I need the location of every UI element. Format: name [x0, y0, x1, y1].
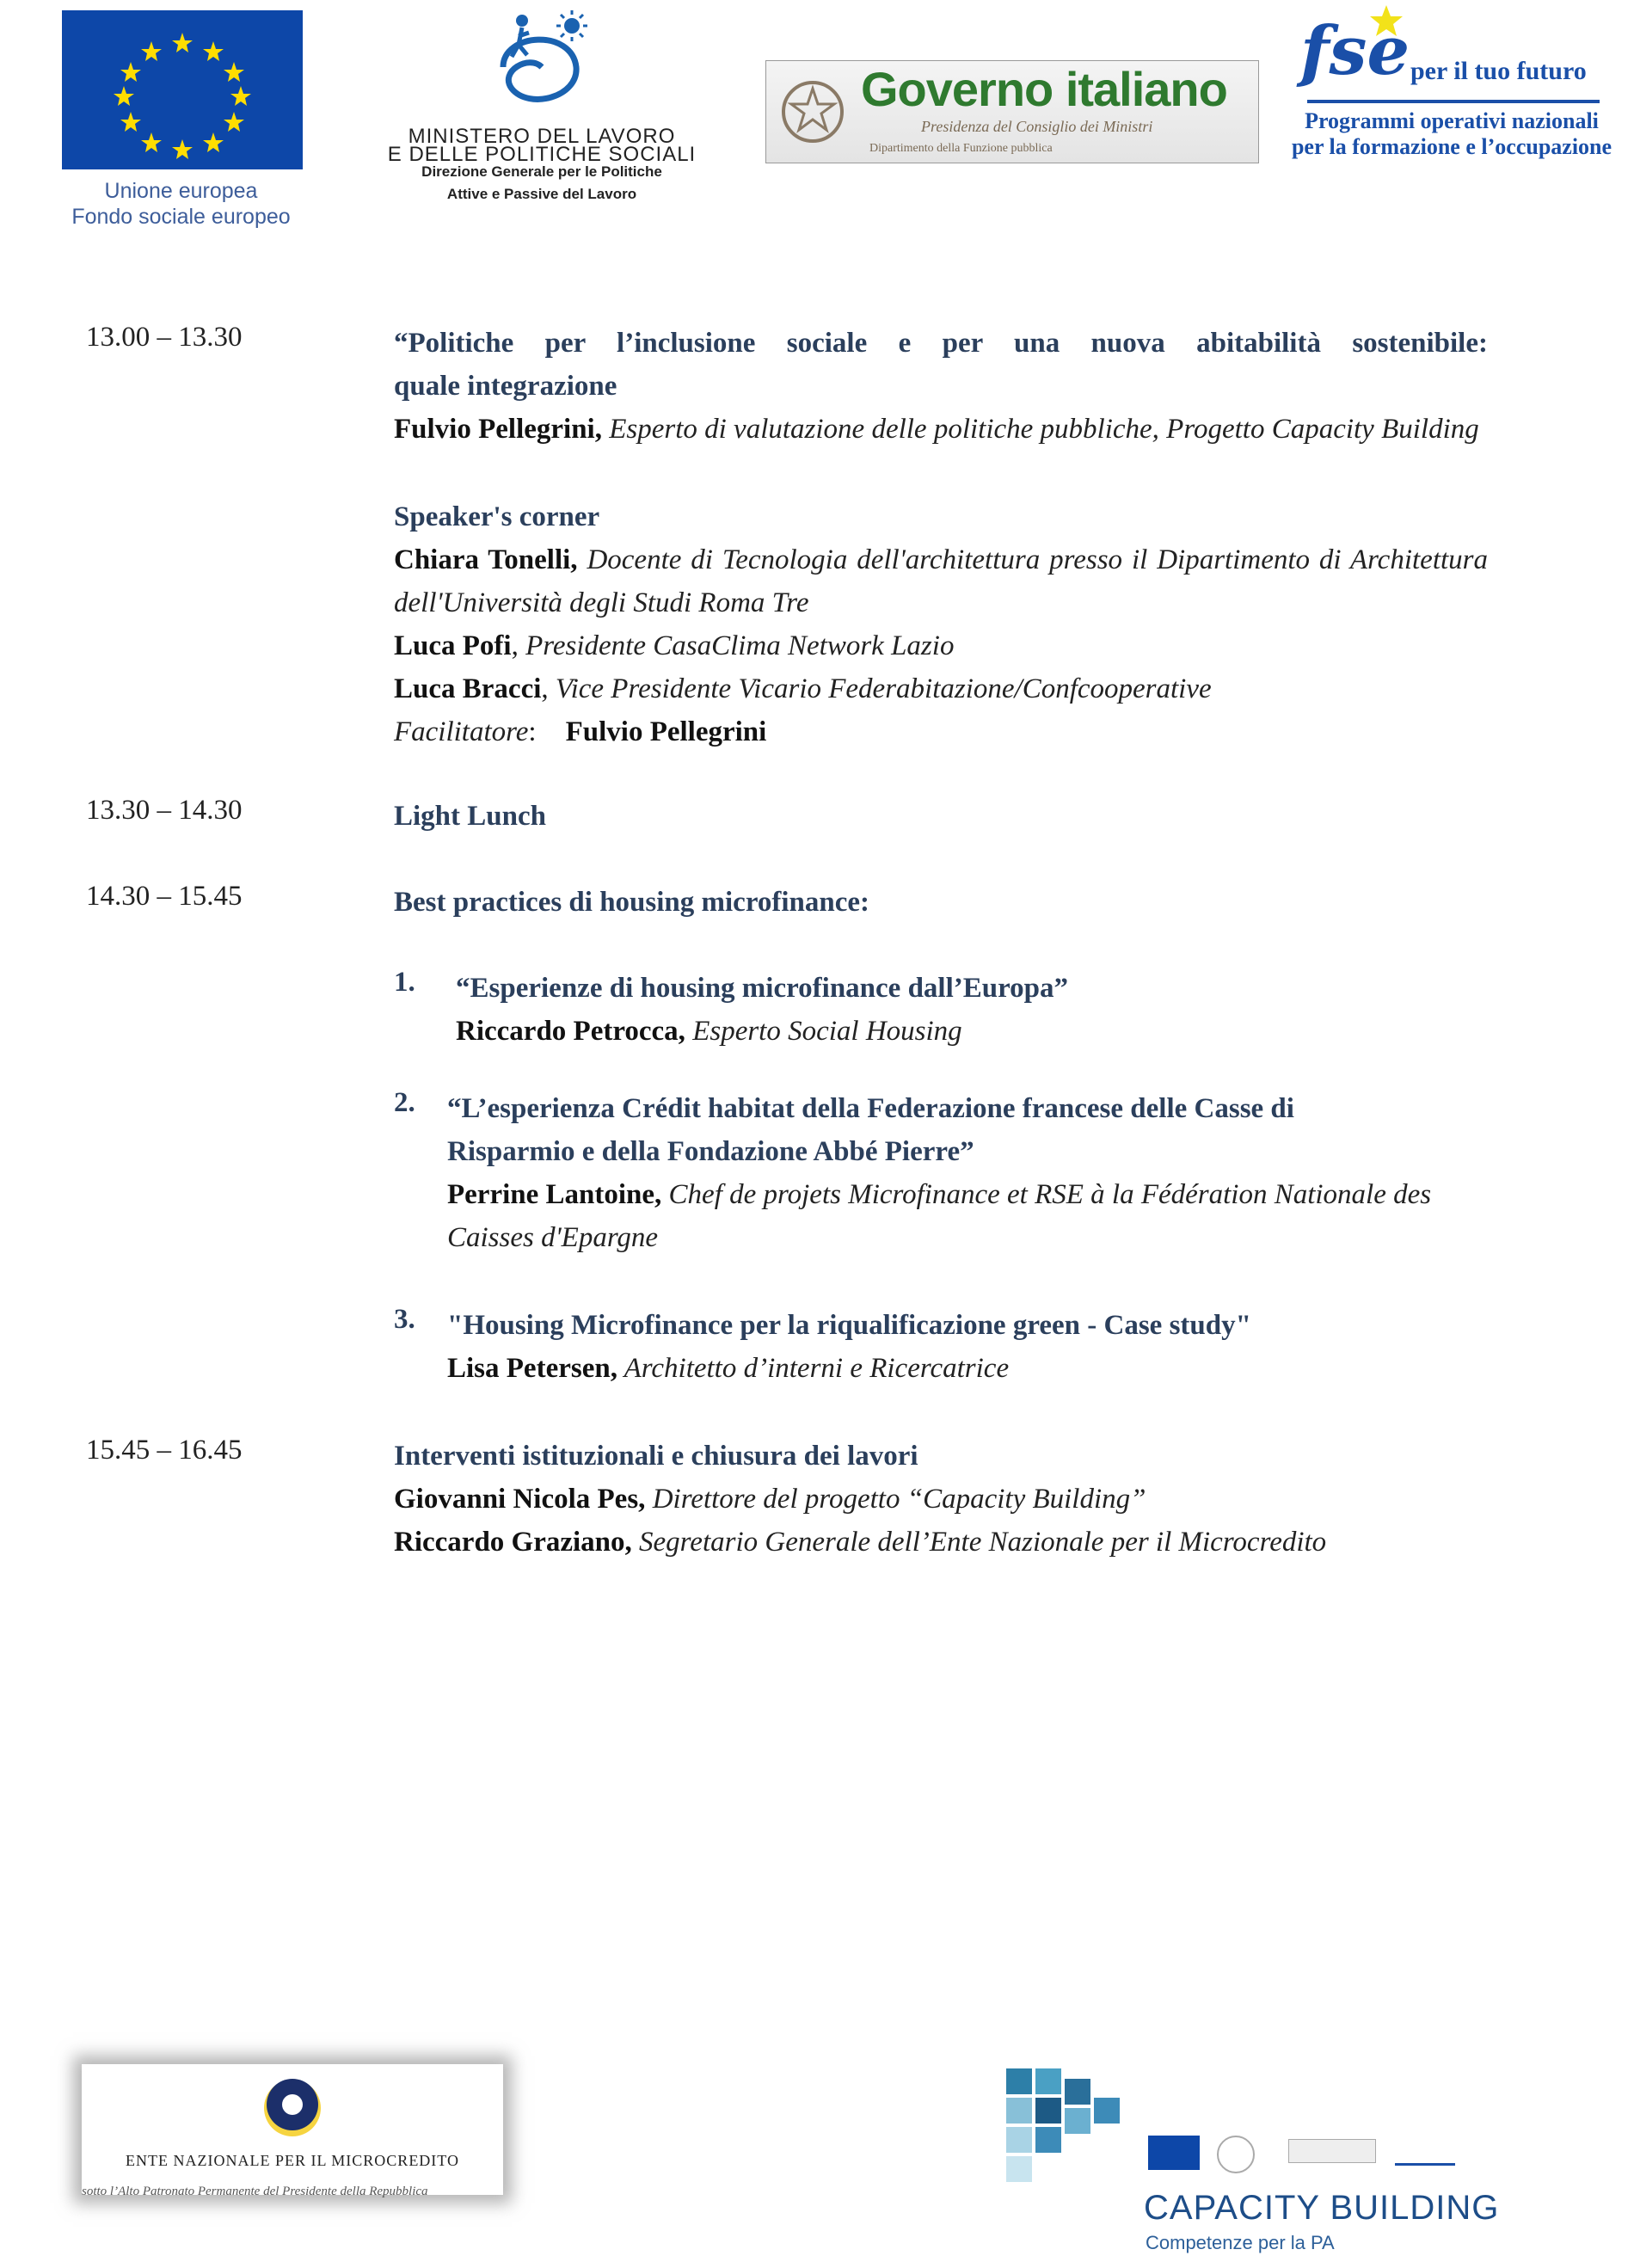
item-1-number: 1. [394, 967, 415, 998]
panelist-1-role-line2: dell'Università degli Studi Roma Tre [394, 587, 809, 618]
panelist-3 [394, 667, 1488, 710]
session-2 [394, 795, 1488, 838]
session-4-speaker-2-name: Riccardo Graziano, [394, 1527, 632, 1558]
item-2-speaker-role-line1: Chef de projets Microfinance et RSE à la Fédération Nationale des [661, 1179, 1432, 1210]
item-2-speaker-role-line2: Caisses d'Epargne [447, 1222, 659, 1253]
facilitator-label: Facilitatore [394, 716, 529, 747]
speakers-corner-title: Speaker's corner [394, 501, 600, 532]
ente-microcredito-name: ENTE NAZIONALE PER IL MICROCREDITO [126, 2152, 459, 2169]
session-3-time: 14.30 – 15.45 [86, 881, 243, 912]
item-2-number: 2. [394, 1087, 415, 1118]
item-1-title: “Esperienze di housing microfinance dall’Europa” [456, 973, 1069, 1004]
panelist-2-role: Presidente CasaClima Network Lazio [525, 630, 955, 661]
session-4-speaker-1-role: Direttore del progetto “Capacity Building” [645, 1484, 1146, 1515]
session-1 [394, 322, 1488, 451]
fse-logo [1283, 3, 1620, 167]
fse-programme-line2: per la formazione e l’occupazione [1291, 134, 1612, 159]
session-4-title: Interventi istituzionali e chiusura dei lavori [394, 1441, 918, 1472]
item-1-speaker [456, 1010, 1068, 1053]
mini-ministry-icon [1217, 2136, 1255, 2173]
session-4-speaker-1 [394, 1478, 1488, 1521]
panelist-1-name: Chiara Tonelli, [394, 544, 578, 575]
governo-subtitle: Presidenza del Consiglio dei Ministri [921, 118, 1153, 135]
item-2-speaker-name: Perrine Lantoine, [447, 1179, 662, 1210]
governo-title: Governo italiano [861, 62, 1227, 116]
session-1-title-line1: “Politiche per l’inclusione sociale e per una nuova abitabilità sostenibile: [394, 328, 1488, 359]
item-2-speaker [447, 1173, 1453, 1216]
panelist-3-name: Luca Bracci [394, 673, 542, 704]
microcredito-emblem-icon [261, 2076, 324, 2140]
item-2 [447, 1087, 1453, 1259]
item-3-number: 3. [394, 1304, 415, 1335]
session-4-speaker-2-role: Segretario Generale dell’Ente Nazionale per il Microcredito [631, 1527, 1327, 1558]
facilitator-name: Fulvio Pellegrini [565, 716, 767, 747]
panelist-2-name: Luca Pofi [394, 630, 512, 661]
fse-programme-line1: Programmi operativi nazionali [1305, 108, 1599, 133]
session-1-speaker [394, 408, 1488, 451]
panelist-3-sep: , [541, 673, 556, 704]
item-3-speaker-role: Architetto d’interni e Ricercatrice [617, 1353, 1010, 1384]
session-2-time: 13.30 – 14.30 [86, 795, 243, 826]
eu-fse-logo [58, 10, 304, 230]
ministry-logo [370, 0, 714, 211]
facilitator [394, 710, 1488, 753]
eu-caption-line1: Unione europea [104, 179, 258, 203]
item-1-speaker-role: Esperto Social Housing [685, 1016, 962, 1047]
item-3-speaker-name: Lisa Petersen, [447, 1353, 617, 1384]
eu-caption-line2: Fondo sociale europeo [71, 205, 291, 229]
speakers-corner [394, 495, 1488, 753]
item-2-title-line1: “L’esperienza Crédit habitat della Federazione francese delle Casse di [447, 1093, 1294, 1124]
session-2-title: Light Lunch [394, 801, 546, 832]
panelist-1 [394, 538, 1488, 581]
item-3-title: "Housing Microfinance per la riqualificazione green - Case study" [447, 1310, 1251, 1341]
session-4 [394, 1435, 1488, 1564]
item-3 [447, 1304, 1251, 1390]
ministry-name-line1: MINISTERO DEL LAVORO [408, 125, 676, 148]
ministry-dept-line2: Attive e Passive del Lavoro [446, 186, 637, 202]
fse-slogan: per il tuo futuro [1410, 57, 1587, 85]
capacity-building-title: CAPACITY BUILDING [1144, 2189, 1500, 2227]
eu-flag-icon [62, 10, 303, 169]
session-1-time: 13.00 – 13.30 [86, 322, 243, 353]
speaker-role: Esperto di valutazione delle politiche pubbliche, Progetto Capacity Building [601, 414, 1479, 445]
panelist-2-sep: , [511, 630, 526, 661]
ente-microcredito-patronage: sotto l’Alto Patronato Permanente del Presidente della Repubblica [82, 2185, 428, 2198]
session-1-title-line2: quale integrazione [394, 371, 617, 402]
panelist-1-role-line1: Docente di Tecnologia dell'architettura presso il Dipartimento di Architettura [577, 544, 1488, 575]
session-3 [394, 881, 1488, 924]
ministry-emblem-icon [477, 7, 606, 119]
item-1-speaker-name: Riccardo Petrocca, [456, 1016, 685, 1047]
mini-fse-icon [1395, 2134, 1455, 2166]
session-3-title: Best practices di housing microfinance: [394, 887, 870, 918]
facilitator-colon: : [528, 716, 537, 747]
capacity-building-logo [998, 2060, 1500, 2262]
governo-department: Dipartimento della Funzione pubblica [869, 142, 1053, 155]
capacity-building-cubes-icon [998, 2060, 1144, 2189]
capacity-building-subtitle: Competenze per la PA [1146, 2232, 1335, 2253]
governo-italiano-logo [765, 60, 1259, 163]
mini-eu-flag-icon [1148, 2136, 1200, 2170]
speaker-name: Fulvio Pellegrini, [394, 414, 602, 445]
session-4-speaker-2 [394, 1521, 1488, 1564]
ente-microcredito-logo [82, 2064, 503, 2198]
ministry-dept-line1: Direzione Generale per le Politiche [421, 163, 662, 180]
item-3-speaker [447, 1347, 1251, 1390]
fse-divider [1307, 100, 1600, 103]
italian-emblem-icon [777, 73, 849, 151]
panelist-3-role: Vice Presidente Vicario Federabitazione/Confcooperative [555, 673, 1212, 704]
fse-mark: fse [1300, 12, 1410, 90]
item-1 [456, 967, 1068, 1053]
mini-governo-icon [1288, 2139, 1376, 2163]
panelist-2 [394, 624, 1488, 667]
session-4-speaker-1-name: Giovanni Nicola Pes, [394, 1484, 646, 1515]
session-4-time: 15.45 – 16.45 [86, 1435, 243, 1466]
item-2-title-line2: Risparmio e della Fondazione Abbé Pierre” [447, 1136, 974, 1167]
ministry-name-line2: E DELLE POLITICHE SOCIALI [387, 143, 697, 166]
